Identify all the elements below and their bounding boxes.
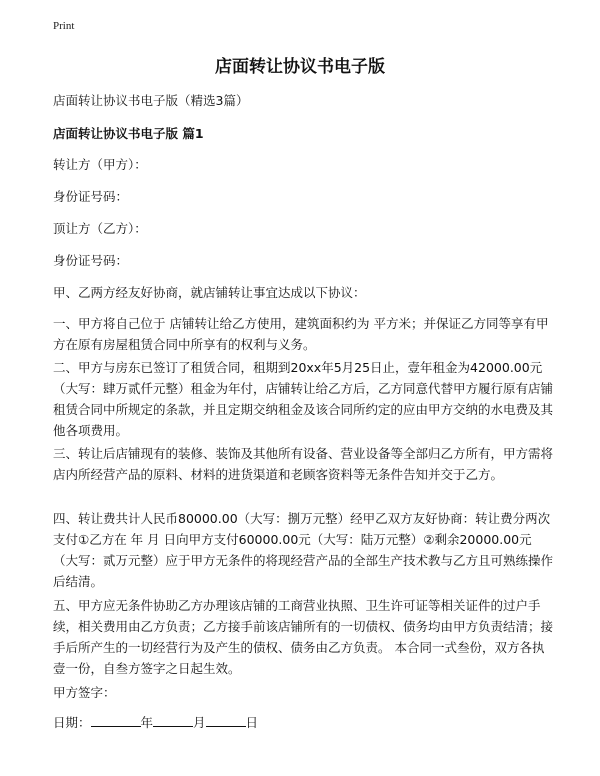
clause-2: 二、甲方与房东已签订了租赁合同，租期到20xx年5月25日止，壹年租金为42000.00元（大写：肆万贰仟元整）租金为年付，店铺转让给乙方后，乙方同意代替甲方履行原有店铺租赁合同中所规定的条款，并且定期交纳租金及该合同所约定的应由甲方交纳的水电费及其他各项费用。	[53, 360, 554, 438]
transferor-label: 转让方（甲方）：	[53, 157, 147, 172]
signature-label: 甲方签字：	[53, 685, 116, 700]
clause-3: 三、转让后店铺现有的装修、装饰及其他所有设备、营业设备等全部归乙方所有，甲方需将店内所经营产品的原料、材料的进货渠道和老顾客资料等无条件告知并交于乙方。	[53, 446, 554, 482]
document-subtitle: 店面转让协议书电子版（精选3篇）	[53, 93, 249, 108]
month-blank	[153, 712, 193, 727]
day-label: 日	[245, 715, 259, 730]
document-title: 店面转让协议书电子版	[215, 57, 385, 77]
intro-paragraph: 甲、乙两方经友好协商，就店铺转让事宜达成以下协议：	[53, 285, 366, 300]
day-blank	[206, 712, 246, 727]
id-number-label-1: 身份证号码：	[53, 189, 129, 204]
print-link[interactable]: Print	[53, 20, 75, 32]
date-line	[53, 712, 553, 733]
date-label: 日期：	[53, 715, 91, 730]
transferee-label: 顶让方（乙方）：	[53, 221, 147, 236]
month-label: 月	[193, 715, 206, 730]
clause-4: 四、转让费共计人民币80000.00（大写：捌万元整）经甲乙双方友好协商：转让费分两次支付①乙方在 年 月 日向甲方支付60000.00元（大写：陆万元整）②剩余20000.00元（大写：贰万元整）应于甲方无条件的将现经营产品的全部生产技术教与乙方且可熟练操作后结清。	[53, 511, 554, 589]
year-label: 年	[140, 715, 154, 730]
clause-5: 五、甲方应无条件协助乙方办理该店铺的工商营业执照、卫生许可证等相关证件的过户手续，相关费用由乙方负责；乙方接手前该店铺所有的一切债权、债务均由甲方负责结清；接手后所产生的一切经营行为及产生的债权、债务由乙方负责。 本合同一式叁份，双方各执壹一份，自叁方签字之日起生效。	[53, 598, 554, 676]
section-heading: 店面转让协议书电子版 篇1	[53, 126, 204, 141]
id-number-label-2: 身份证号码：	[53, 253, 129, 268]
clause-1: 一、甲方将自己位于 店铺转让给乙方使用，建筑面积约为 平方米；并保证乙方同等享有甲方在原有房屋租赁合同中所享有的权利与义务。	[53, 316, 549, 352]
year-blank	[91, 712, 141, 727]
